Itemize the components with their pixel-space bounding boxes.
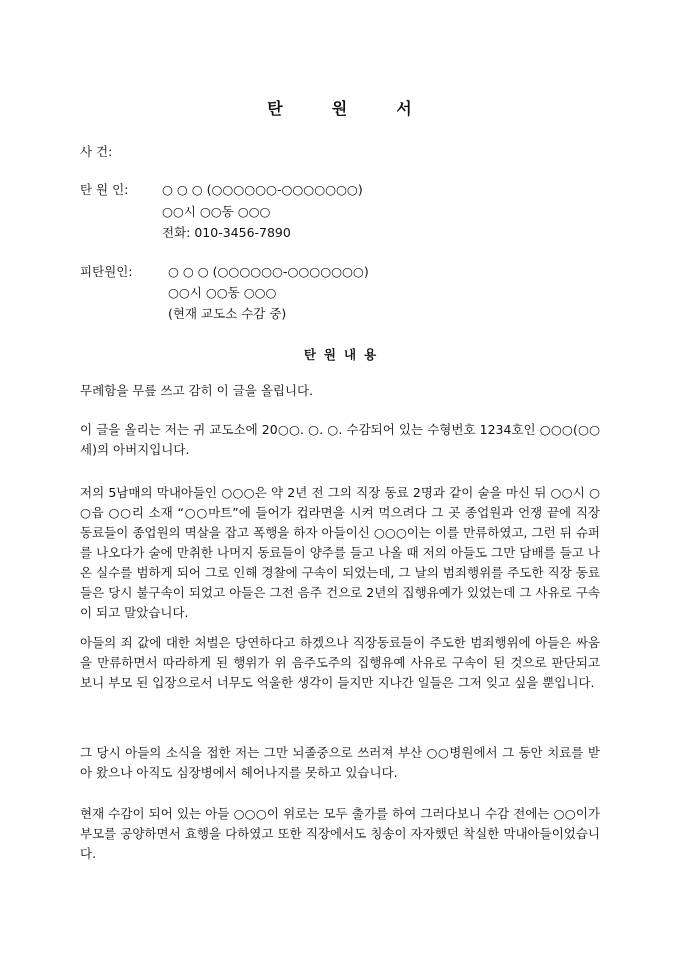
paragraph: 그 당시 아들의 소식을 접한 저는 그만 뇌졸중으로 쓰러져 부산 ○○병원에서 그 동안 치료를 받아 왔으나 아직도 심장병에서 헤어나지를 못하고 있습니다. — [80, 745, 600, 780]
petitioner-address: ○○시 ○○동 ○○○ — [162, 204, 271, 219]
respondent-address: ○○시 ○○동 ○○○ — [168, 285, 277, 300]
section-char: 내 — [344, 347, 357, 362]
paragraph: 현재 수감이 되어 있는 아들 ○○○이 위로는 모두 출가를 하여 그러다보니 수감 전에는 ○○이가 부모를 공양하면서 효행을 다하였고 또한 직장에서도 칭송이 자자했던 착실한 막내아들이었습니다. — [80, 806, 600, 861]
title-char: 원 — [331, 99, 349, 118]
petitioner-name: ○ ○ ○ (○○○○○○-○○○○○○○) — [162, 182, 363, 197]
respondent-label: 피탄원인: — [80, 264, 133, 279]
respondent-name: ○ ○ ○ (○○○○○○-○○○○○○○) — [168, 264, 369, 279]
case-label: 사 건: — [80, 144, 113, 159]
section-char: 용 — [364, 347, 377, 362]
paragraph: 저의 5남매의 막내아들인 ○○○은 약 2년 전 그의 직장 동료 2명과 같이 술을 마신 뒤 ○○시 ○○읍 ○○리 소재 “○○마트”에 들어가 컵라면을 시켜 먹으려다 그 곳 종업원과 언쟁 끝에 직장 동료들이 종업원의 멱살을 잡고 폭행을 하자 아들이신 ○○○이는 이를 만류하였고, 그런 뒤 슈퍼를 나오다가 술에 만취한 나머지 동료들이 양주를 들고 나올 때 저의 아들도 그만 담배를 들고 나온 실수를 범하게 되어 그로 인해 경찰에 구속이 되었는데, 그 날의 범죄행위를 주도한 직장 동료들은 당시 불구속이 되었고 아들은 그전 음주 건으로 2년의 집행유예가 있었는데 그 사유로 구속이 되고 말았습니다. — [80, 485, 600, 620]
paragraph: 이 글을 올리는 저는 귀 교도소에 20○○. ○. ○. 수감되어 있는 수형번호 1234호인 ○○○(○○세)의 아버지입니다. — [80, 422, 600, 457]
section-title — [0, 345, 680, 363]
respondent-note: (현재 교도소 수감 중) — [168, 306, 287, 321]
petitioner-label: 탄 원 인: — [80, 182, 129, 197]
section-char: 탄 — [303, 347, 316, 362]
paragraph: 아들의 죄 값에 대한 처벌은 당연하다고 하겠으나 직장동료들이 주도한 범죄행위에 아들은 싸움을 만류하면서 따라하게 된 행위가 위 음주도주의 집행유예 사유로 구속이 된 것으로 판단되고 보니 부모 된 입장으로서 너무도 억울한 생각이 들지만 지나간 일들은 그저 잊고 싶을 뿐입니다. — [80, 635, 600, 690]
title-char: 탄 — [267, 99, 284, 118]
title-char: 서 — [396, 99, 413, 118]
section-char: 원 — [323, 347, 336, 362]
petitioner-phone: 전화: 010-3456-7890 — [162, 225, 291, 240]
paragraph: 무례함을 무릎 쓰고 감히 이 글을 올립니다. — [80, 383, 314, 398]
document-title — [0, 96, 680, 119]
